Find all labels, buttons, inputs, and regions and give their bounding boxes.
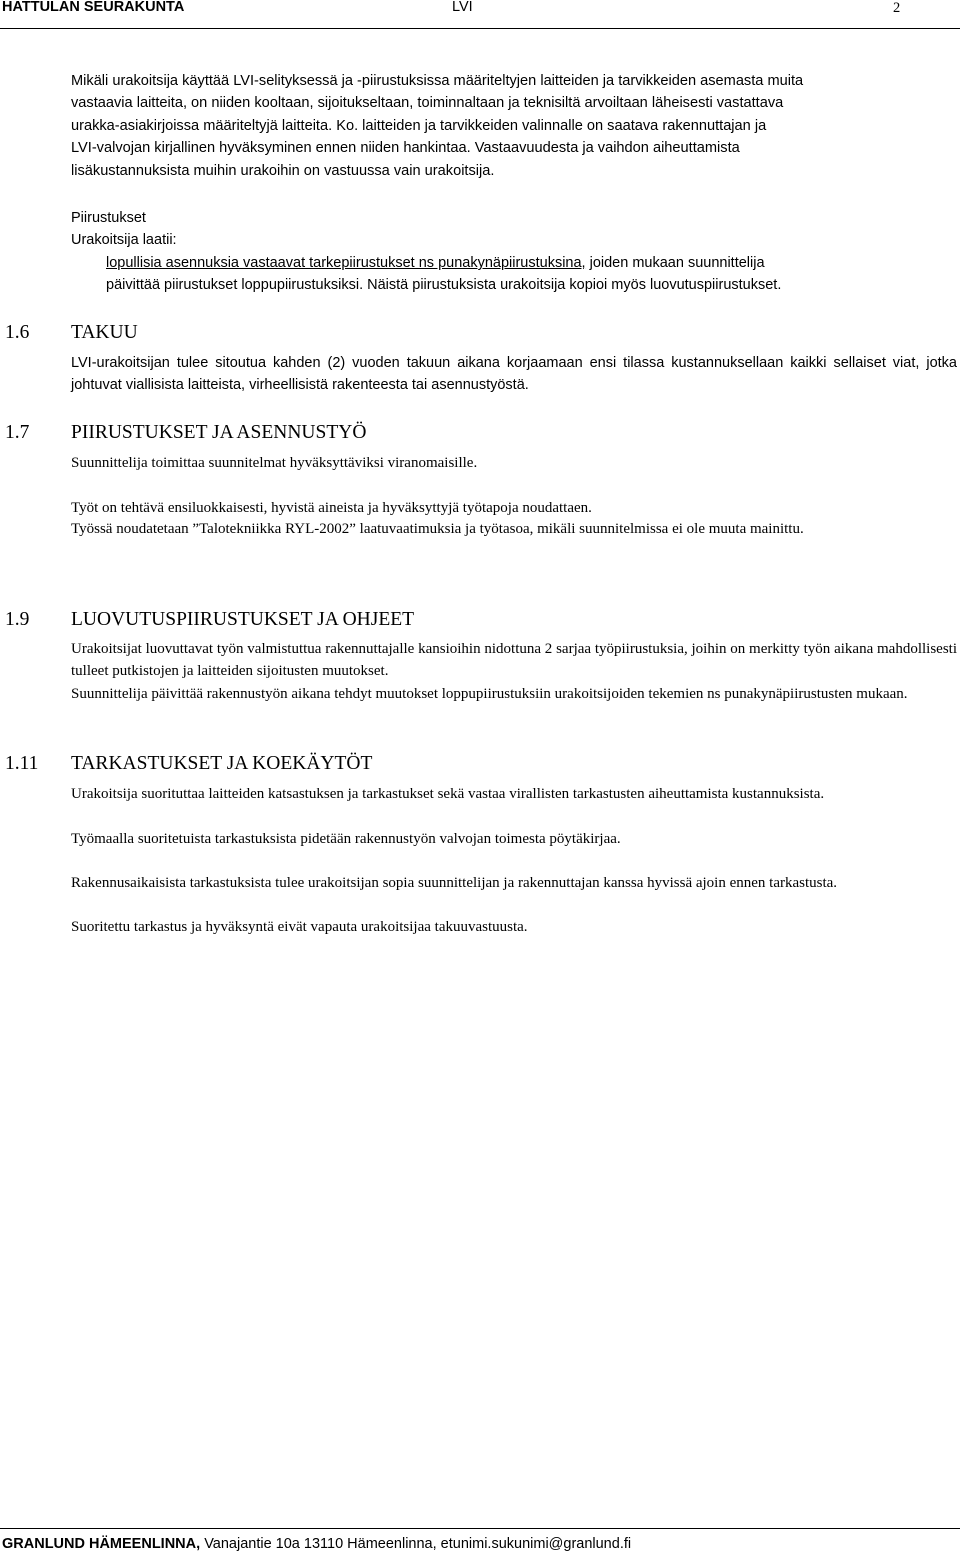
intro-line: LVI-valvojan kirjallinen hyväksyminen ennen niiden hankintaa. Vastaavuudesta ja vaihdon aiheuttamista <box>71 140 740 157</box>
drawings-subheading: Urakoitsija laatii: <box>71 232 177 249</box>
section-body: LVI-urakoitsijan tulee sitoutua kahden (2) vuoden takuun aikana korjaamaan ensi tilassa kustannuksellaan kaikki sellaiset viat, jotka johtuvat viallisista laitteista, virheellisistä rakenteesta tai asennustyöstä. <box>71 355 957 394</box>
footer-company: GRANLUND HÄMEENLINNA, <box>2 1536 201 1552</box>
section-paragraph: Työssä noudatetaan ”Talotekniikka RYL-2002” laatuvaatimuksia ja työtasoa, mikäli suunnitelmissa ei ole muuta mainittu. <box>71 521 804 537</box>
drawings-item <box>106 252 956 297</box>
section-number: 1.6 <box>5 322 30 343</box>
section-paragraph: Suoritettu tarkastus ja hyväksyntä eivät vapauta urakoitsijaa takuuvastuusta. <box>71 919 528 935</box>
section-paragraph: Suunnittelija päivittää rakennustyön aikana tehdyt muutokset loppupiirustuksiin urakoitsijoiden tekemien ns punakynäpiirustusten mukaan. <box>71 686 908 702</box>
footer-divider <box>0 1528 960 1529</box>
section-number: 1.7 <box>5 422 30 443</box>
section-title: TARKASTUKSET JA KOEKÄYTÖT <box>71 753 373 774</box>
page-header <box>0 0 960 20</box>
section-paragraph: Työt on tehtävä ensiluokkaisesti, hyvistä aineista ja hyväksyttyjä työtapoja noudattaen. <box>71 500 592 516</box>
header-organization: HATTULAN SEURAKUNTA <box>2 0 185 15</box>
header-page-number: 2 <box>893 0 901 16</box>
section-title: LUOVUTUSPIIRUSTUKSET JA OHJEET <box>71 609 415 630</box>
section-paragraph: Urakoitsija suorituttaa laitteiden katsastuksen ja tarkastukset sekä vastaa virallisten tarkastusten aiheuttamista kustannuksista. <box>71 786 825 802</box>
section-paragraph: Rakennusaikaisista tarkastuksista tulee urakoitsijan sopia suunnittelijan ja rakennuttajan kanssa hyvissä ajoin ennen tarkastusta. <box>71 875 838 891</box>
section-paragraph: Suunnittelija toimittaa suunnitelmat hyväksyttäviksi viranomaisille. <box>71 455 478 471</box>
drawings-item-text: joiden mukaan suunnittelija <box>585 255 765 271</box>
section-number: 1.11 <box>5 753 39 774</box>
intro-line: Mikäli urakoitsija käyttää LVI-selityksessä ja -piirustuksissa määriteltyjen laitteiden ja tarvikkeiden asemasta muita <box>71 73 804 89</box>
drawings-item-underlined: lopullisia asennuksia vastaavat tarkepiirustukset ns punakynäpiirustuksina, <box>106 255 586 271</box>
section-paragraph: Urakoitsijat luovuttavat työn valmistuttua rakennuttajalle kansioihin nidottuna 2 sarjaa työpiirustuksia, joihin on merkitty työn aikana mahdollisesti tulleet putkistojen ja laitteiden sijoitusten muutokset. <box>71 641 957 680</box>
intro-line: vastaavia laitteita, on niiden kooltaan, sijoitukseltaan, toiminnaltaan ja teknisiltä arvoiltaan läheisesti vastattava <box>71 95 784 112</box>
header-divider <box>0 28 960 29</box>
drawings-heading: Piirustukset <box>71 210 146 226</box>
intro-line: lisäkustannuksista muihin urakoihin on vastuussa vain urakoitsija. <box>71 162 495 179</box>
intro-paragraph <box>71 70 960 182</box>
drawings-item-line2: päivittää piirustukset loppupiirustuksiksi. Näistä piirustuksista urakoitsija kopioi myös luovutuspiirustukset. <box>106 277 782 294</box>
intro-line: urakka-asiakirjoissa määriteltyjä laitteita. Ko. laitteiden ja tarvikkeiden valinnalle on saatava rakennuttajan ja <box>71 117 767 134</box>
page-footer <box>2 1536 631 1552</box>
section-paragraph: Työmaalla suoritetuista tarkastuksista pidetään rakennustyön valvojan toimesta pöytäkirjaa. <box>71 831 621 847</box>
section-title: PIIRUSTUKSET JA ASENNUSTYÖ <box>71 422 367 443</box>
section-number: 1.9 <box>5 609 30 630</box>
section-title: TAKUU <box>71 322 138 343</box>
drawings-block <box>71 207 871 252</box>
header-document-type: LVI <box>452 0 473 15</box>
footer-address: Vanajantie 10a 13110 Hämeenlinna, etunimi.sukunimi@granlund.fi <box>200 1536 632 1552</box>
